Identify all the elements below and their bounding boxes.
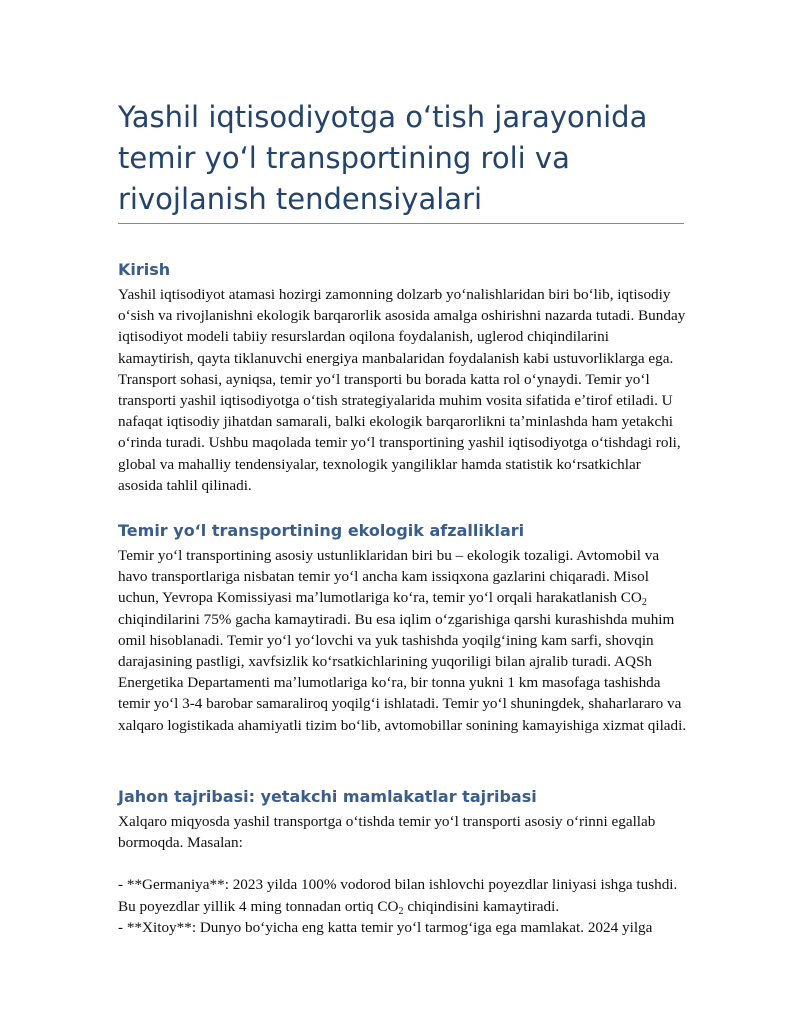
section-kirish (118, 259, 688, 496)
list-item (118, 874, 688, 916)
section-ekologik-afzalliklar (118, 520, 688, 736)
section-intro: Xalqaro miqyosda yashil transportga oʻtishda temir yoʻl transporti asosiy oʻrinni egallab bormoqda. Masalan: (118, 813, 656, 852)
list-item-text: - **Germaniya**: 2023 yilda 100% vodorod bilan ishlovchi poyezdlar liniyasi ishga tushdi. Bu poyezdlar yillik 4 ming tonnadan ortiq CO (118, 876, 678, 915)
section-heading: Jahon tajribasi: yetakchi mamlakatlar tajribasi (118, 787, 537, 806)
co2-subscript: 2 (641, 597, 647, 609)
title-divider (118, 223, 684, 224)
section-heading: Kirish (118, 260, 171, 279)
section-heading: Temir yoʻl transportining ekologik afzalliklari (118, 521, 525, 540)
list-item: - **Xitoy**: Dunyo boʻyicha eng katta temir yoʻl tarmogʻiga ega mamlakat. 2024 yilga (118, 918, 653, 936)
list-item-text: chiqindisini kamaytiradi. (403, 897, 560, 915)
co2-subscript: 2 (398, 905, 404, 917)
section-paragraph: Yashil iqtisodiyot atamasi hozirgi zamonning dolzarb yoʻnalishlaridan biri boʻlib, iqtisodiy oʻsish va rivojlanishni ekologik barqarorlik asosida amalga oshirishni nazarda tutadi. Bunday iqtisodiyot modeli tabiiy resurslardan oqilona foydalanish, uglerod chiqindilarini kamaytirish, qayta tiklanuvchi energiya manbalaridan foydalanish kabi ustuvorliklarga ega. Transport sohasi, ayniqsa, temir yoʻl transporti bu borada katta rol oʻynaydi. Temir yoʻl transporti yashil iqtisodiyotga oʻtish strategiyalarida muhim vosita sifatida eʼtirof etiladi. U nafaqat iqtisodiy jihatdan samarali, balki ekologik barqarorlikni taʼminlashda ham yetakchi oʻrinda turadi. Ushbu maqolada temir yoʻl transportining yashil iqtisodiyotga oʻtishdagi roli, global va mahalliy tendensiyalar, texnologik yangiliklar hamda statistik koʻrsatkichlar asosida tahlil qilinadi. (118, 286, 686, 494)
section-paragraph (118, 545, 688, 736)
paragraph-text: Temir yoʻl transportining asosiy ustunliklaridan biri bu – ekologik tozaligi. Avtomobil va havo transportlariga nisbatan temir yoʻl ancha kam issiqxona gazlarini chiqaradi. Misol uchun, Yevropa Komissiyasi maʼlumotlariga koʻra, temir yoʻl orqali harakatlanish CO (118, 547, 660, 607)
section-jahon-tajribasi (118, 786, 688, 938)
paragraph-spacer (118, 853, 688, 874)
document-title: Yashil iqtisodiyotga oʻtish jarayonida temir yoʻl transportining roli va rivojlanish tendensiyalari (118, 100, 648, 216)
paragraph-text: chiqindilarini 75% gacha kamaytiradi. Bu esa iqlim oʻzgarishiga qarshi kurashishda muhim omil hisoblanadi. Temir yoʻl yoʻlovchi va yuk tashishda yoqilgʻining kam sarfi, shovqin darajasining pastligi, xavfsizlik koʻrsatkichlarining yuqoriligi bilan ajralib turadi. AQSh Energetika Departamenti maʼlumotlariga koʻra, bir tonna yukni 1 km masofaga tashishda temir yoʻl 3-4 barobar samaraliroq yoqilgʻi ishlatadi. Temir yoʻl shuningdek, shaharlararo va xalqaro logistikada ahamiyatli tizim boʻlib, avtomobillar sonining kamayishiga xizmat qiladi. (118, 610, 687, 734)
